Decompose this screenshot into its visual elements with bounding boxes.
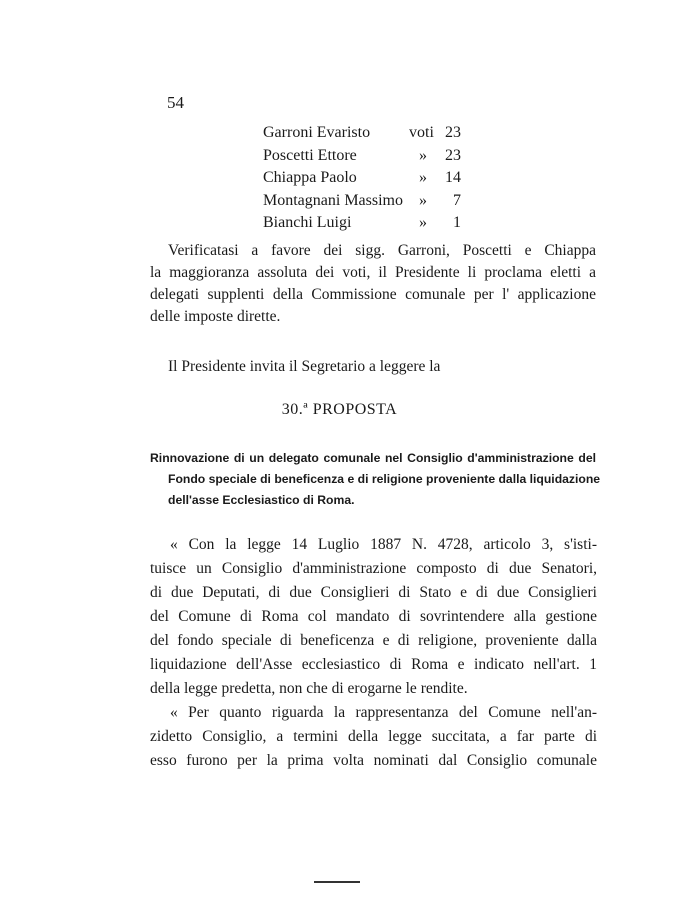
text-line: Verificatasi a favore dei sigg. Garroni, Poscetti e Chiappa — [168, 242, 596, 259]
candidate-name: Montagnani Massimo — [263, 191, 403, 209]
vote-row — [263, 167, 483, 190]
text-line: delegati supplenti della Commissione comunale per l' applicazione — [150, 286, 596, 303]
vote-count: 23 — [445, 124, 461, 141]
text-line: la maggioranza assoluta dei voti, il Presidente li proclama eletti a — [150, 264, 596, 281]
candidate-name: Garroni Evaristo — [263, 124, 371, 141]
vote-row — [263, 212, 483, 235]
candidate-name: Poscetti Ettore — [263, 146, 357, 164]
candidate-name: Bianchi Luigi — [263, 214, 352, 231]
vote-row — [263, 122, 483, 145]
body-line: liquidazione dell'Asse ecclesiastico di Roma e indicato nell'art. 1 — [150, 656, 597, 673]
body-line: « Con la legge 14 Luglio 1887 N. 4728, articolo 3, s'isti- — [170, 536, 597, 553]
title-line: Rinnovazione di un delegato comunale nel Consiglio d'amministrazione del — [150, 451, 596, 465]
footer-rule — [314, 881, 360, 883]
vote-count: 7 — [453, 191, 461, 209]
vote-list — [263, 122, 483, 235]
vote-count: 1 — [453, 214, 461, 231]
body-line: esso furono per la prima volta nominati dal Consiglio comunale — [150, 752, 597, 769]
vote-label: » — [419, 146, 427, 164]
page-number: 54 — [167, 93, 184, 112]
vote-label: voti — [409, 124, 434, 141]
body-line: della legge predetta, non che di erogarne le rendite. — [150, 680, 468, 697]
verification-paragraph — [150, 240, 596, 328]
body-line: « Per quanto riguarda la rappresentanza del Comune nell'an- — [170, 704, 597, 721]
proposal-title — [150, 448, 601, 511]
text-line: Il Presidente invita il Segretario a leggere la — [168, 358, 441, 375]
candidate-name: Chiappa Paolo — [263, 169, 357, 186]
vote-count: 14 — [445, 169, 461, 186]
title-line: Fondo speciale di beneficenza e di religione proveniente dalla liquidazione — [168, 472, 601, 486]
proposal-heading: 30.ª PROPOSTA — [281, 401, 398, 418]
body-line: zidetto Consiglio, a termini della legge succitata, a far parte di — [150, 728, 597, 745]
vote-row — [263, 145, 483, 168]
vote-row — [263, 190, 483, 213]
proposal-body — [150, 533, 597, 773]
vote-count: 23 — [445, 146, 461, 164]
vote-label: » — [419, 169, 427, 186]
body-line: tuisce un Consiglio d'amministrazione composto di due Senatori, — [150, 560, 597, 577]
invitation-paragraph — [168, 356, 596, 378]
vote-label: » — [419, 191, 427, 209]
body-line: di due Deputati, di due Consiglieri di Stato e di due Consiglieri — [150, 584, 597, 601]
title-line: dell'asse Ecclesiastico di Roma. — [168, 493, 355, 507]
body-line: del fondo speciale di beneficenza e di religione, proveniente dalla — [150, 632, 597, 649]
body-line: del Comune di Roma col mandato di sovrintendere alla gestione — [150, 608, 597, 625]
vote-label: » — [419, 214, 427, 231]
text-line: delle imposte dirette. — [150, 308, 281, 325]
